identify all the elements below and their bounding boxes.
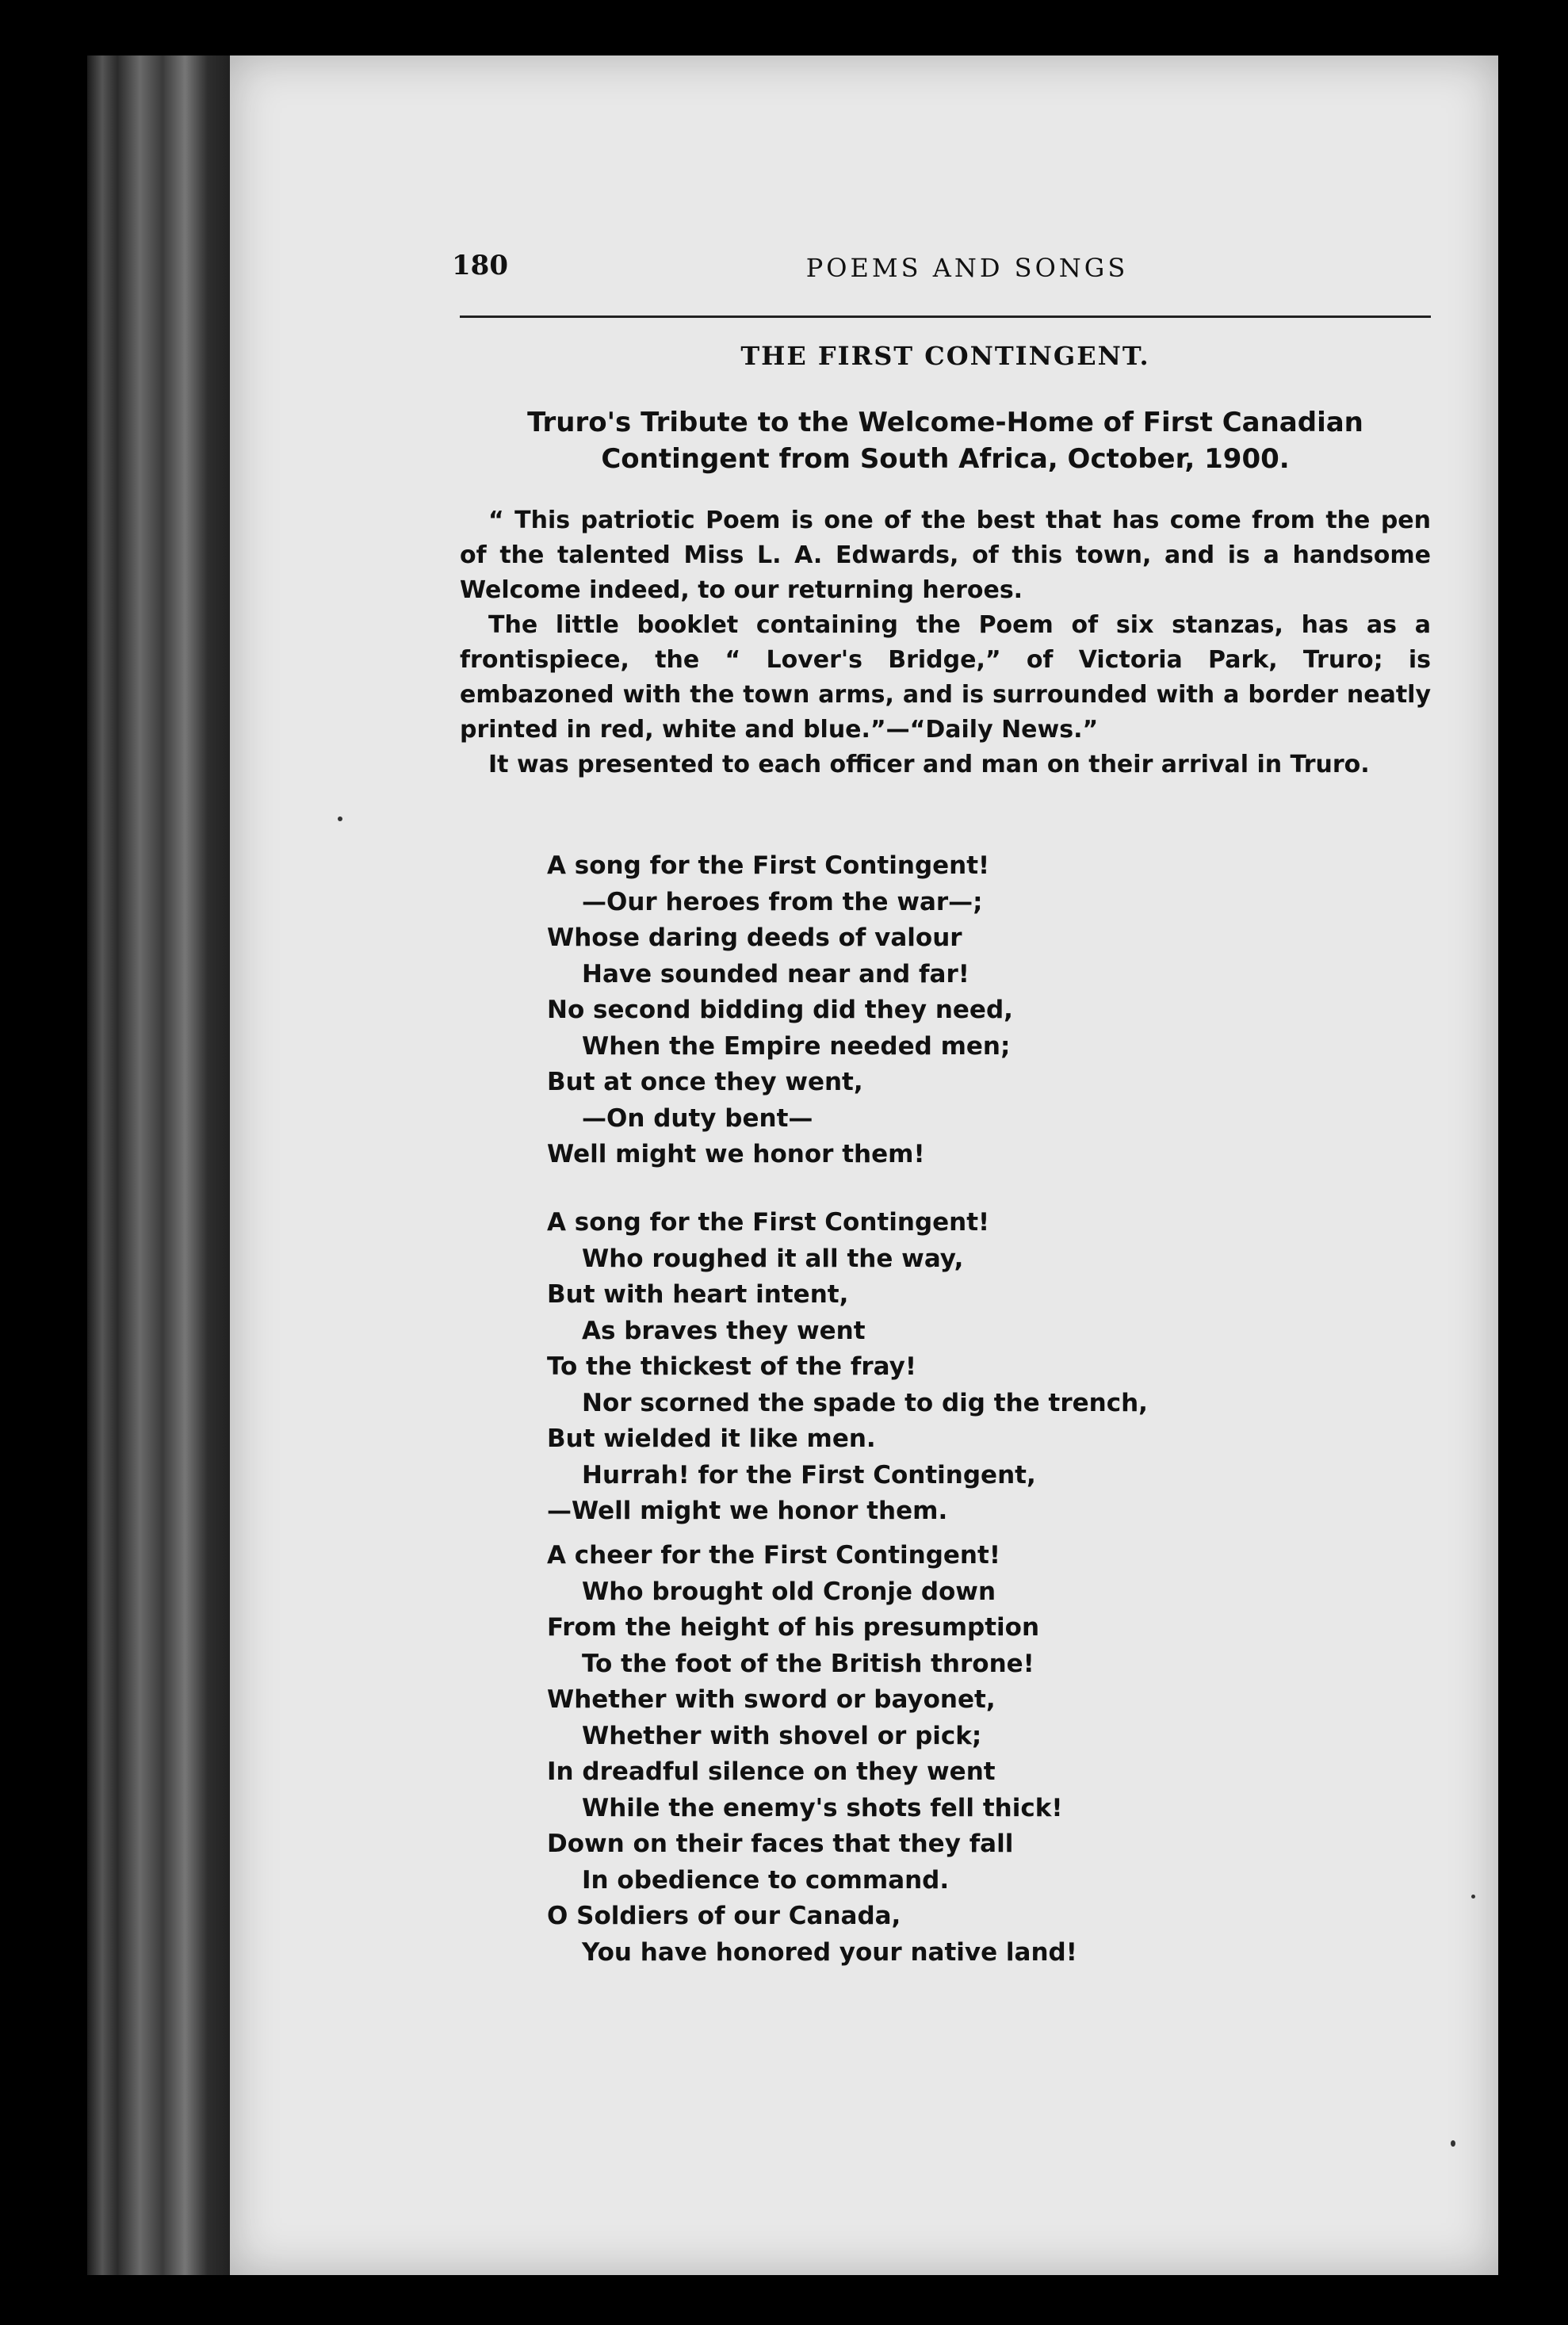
poem-line: A song for the First Contingent! <box>547 851 990 880</box>
poem-line: To the thickest of the fray! <box>547 1352 916 1381</box>
page-number: 180 <box>452 250 508 281</box>
book-spine <box>87 55 238 2275</box>
poem-line: Down on their faces that they fall <box>547 1830 1014 1858</box>
poem-line: Who roughed it all the way, <box>582 1244 964 1273</box>
paper-speck <box>1451 2140 1455 2147</box>
intro-paragraph: The little booklet containing the Poem of six stanzas, has as a frontispiece, the “ Lover's Bridge,” of Victoria Park, Truro; is embazoned with the town arms, and is surrounded with a border neatly printed in red, white and blue.”—“Daily News.” <box>460 611 1431 744</box>
poem-line: When the Empire needed men; <box>582 1031 1011 1061</box>
poem-line: Have sounded near and far! <box>582 959 969 989</box>
poem-line: You have honored your native land! <box>582 1937 1077 1967</box>
poem-title: THE FIRST CONTINGENT. <box>740 341 1150 371</box>
poem-line: A cheer for the First Contingent! <box>547 1541 1000 1570</box>
stanza-2 <box>547 1205 1419 1530</box>
poem-line: Whether with sword or bayonet, <box>547 1685 996 1714</box>
poem-line: While the enemy's shots fell thick! <box>582 1793 1063 1822</box>
header-rule <box>460 315 1431 318</box>
poem-line: O Soldiers of our Canada, <box>547 1902 901 1930</box>
poem-line: —Well might we honor them. <box>547 1497 948 1525</box>
intro-paragraph: It was presented to each officer and man on their arrival in Truro. <box>488 751 1370 778</box>
paper-speck <box>1471 1895 1475 1899</box>
intro-text <box>460 503 1431 782</box>
poem-line: From the height of his presumption <box>547 1613 1040 1642</box>
book-page <box>230 55 1498 2275</box>
poem-line: Nor scorned the spade to dig the trench, <box>582 1388 1148 1417</box>
stanza-1 <box>547 848 1419 1173</box>
running-title: POEMS AND SONGS <box>805 253 1129 283</box>
poem-line: —On duty bent— <box>582 1103 813 1133</box>
poem-line: In obedience to command. <box>582 1865 950 1895</box>
poem-line: As braves they went <box>582 1316 866 1345</box>
poem-line: Well might we honor them! <box>547 1140 925 1168</box>
poem-subtitle: Truro's Tribute to the Welcome-Home of First Canadian Contingent from South Africa, October, 1900. <box>527 407 1363 475</box>
poem-line: Who brought old Cronje down <box>582 1577 996 1606</box>
poem-line: A song for the First Contingent! <box>547 1208 990 1237</box>
poem-line: But wielded it like men. <box>547 1424 876 1453</box>
poem-line: But with heart intent, <box>547 1280 849 1309</box>
poem-line: But at once they went, <box>547 1068 863 1096</box>
poem-line: No second bidding did they need, <box>547 996 1013 1024</box>
poem-line: To the foot of the British throne! <box>582 1649 1034 1678</box>
intro-paragraph: “ This patriotic Poem is one of the best that has come from the pen of the talented Miss L. A. Edwards, of this town, and is a handsome Welcome indeed, to our returning heroes. <box>460 507 1431 604</box>
poem-line: —Our heroes from the war—; <box>582 887 983 916</box>
poem-line: Hurrah! for the First Contingent, <box>582 1460 1036 1489</box>
poem-line: Whether with shovel or pick; <box>582 1721 982 1750</box>
poem-line: Whose daring deeds of valour <box>547 923 962 952</box>
running-head <box>452 250 1435 297</box>
stanza-3 <box>547 1538 1419 1971</box>
paper-speck <box>338 816 342 821</box>
poem-line: In dreadful silence on they went <box>547 1757 996 1786</box>
